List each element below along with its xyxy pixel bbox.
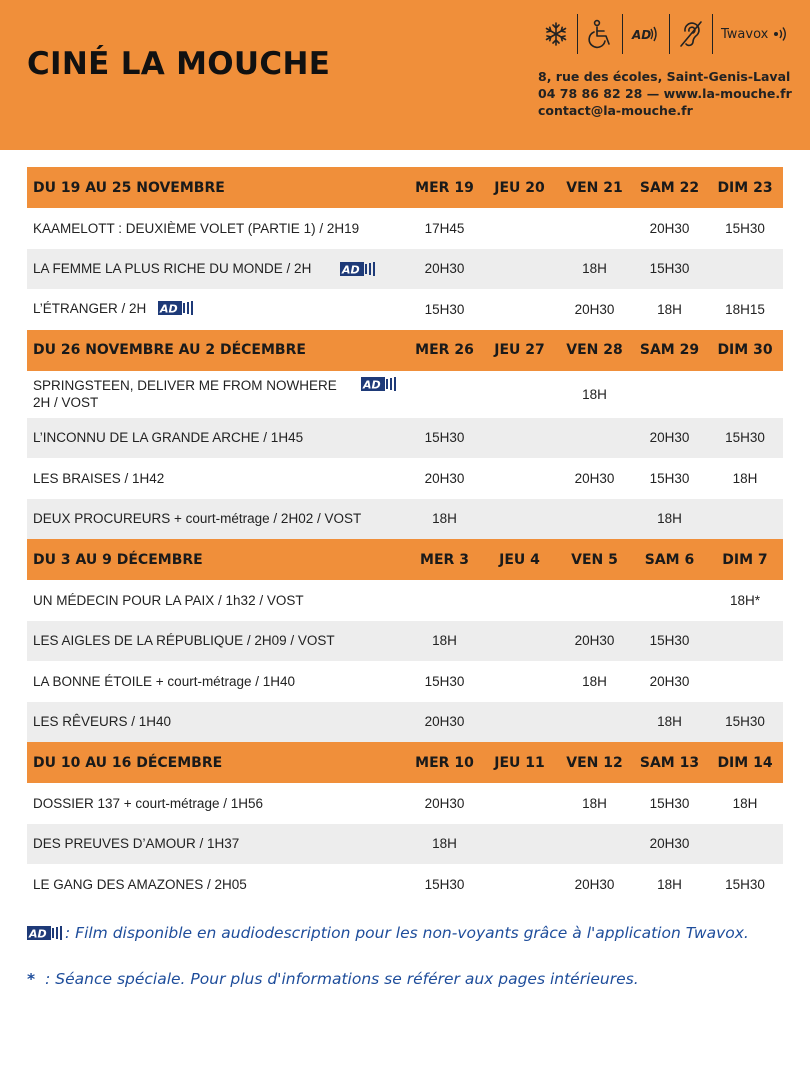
showtime [557,580,632,621]
film-row [27,208,783,249]
showtime: 15H30 [707,418,783,459]
showtime [557,499,632,540]
day-header: VEN 5 [557,539,632,580]
day-header: DIM 14 [707,742,783,783]
showtime: 18H [632,499,707,540]
wheelchair-icon [578,14,623,54]
film-title-cell [27,418,407,459]
day-header: DIM 30 [707,330,783,371]
svg-text:AD: AD [632,28,652,42]
film-title: DOSSIER 137 + court-métrage / 1H56 [33,795,263,811]
day-header: JEU 27 [482,330,557,371]
showtime [482,208,557,249]
svg-text:AD: AD [29,927,47,940]
day-header: SAM 22 [632,167,707,208]
showtime: 20H30 [632,824,707,865]
week-label: DU 19 AU 25 NOVEMBRE [27,167,407,208]
svg-text:AD: AD [363,378,381,391]
showtime [557,702,632,743]
showtime: 18H [657,876,682,892]
showtime: 18H [732,470,758,486]
snowflake-icon [535,14,578,54]
showtime [482,499,557,540]
audio-description-badge-icon [340,262,376,279]
showtime [707,371,783,418]
film-title-cell [27,289,407,330]
day-header: DIM 23 [707,167,783,208]
address-street: 8, rue des écoles, Saint-Genis-Laval [538,69,791,84]
film-title: LES AIGLES DE LA RÉPUBLIQUE / 2H09 / VOST [33,633,335,649]
film-row [27,702,783,743]
showtime [482,458,557,499]
showtime: 18H* [729,592,761,608]
film-title-cell [27,783,407,824]
week-label: DU 3 AU 9 DÉCEMBRE [27,539,407,580]
accessibility-icons [535,14,790,54]
showtime [557,208,632,249]
day-header: JEU 4 [482,539,557,580]
showtime [482,621,557,662]
showtime: 15H30 [649,795,690,811]
showtime [482,371,557,418]
film-title: DEUX PROCUREURS + court-métrage / 2H02 / VOST [33,511,362,527]
showtime: 20H30 [574,876,615,892]
cinema-address [538,68,792,119]
showtime: 20H30 [574,470,615,486]
showtime [482,661,557,702]
sound-waves-icon [772,26,790,42]
showtime [407,371,482,418]
showtime: 18H [407,499,482,540]
special-screening-note-text: : Séance spéciale. Pour plus d'informations se référer aux pages intérieures. [45,970,639,988]
showtime: 15H30 [649,470,690,486]
film-row [27,864,783,905]
film-title-cell [27,621,407,662]
day-header: MER 3 [407,539,482,580]
showtime [482,580,557,621]
film-title: KAAMELOTT : DEUXIÈME VOLET (PARTIE 1) / 2H19 [33,220,360,236]
audio-description-badge-icon [361,377,397,395]
week-label: DU 10 AU 16 DÉCEMBRE [27,742,407,783]
film-title-cell [27,580,407,621]
showtime [632,580,707,621]
showtime [632,371,707,418]
film-row [27,371,783,418]
film-title: L’ÉTRANGER / 2H [33,300,147,316]
showtime [482,864,557,905]
day-header: SAM 13 [632,742,707,783]
day-header: DIM 7 [707,539,783,580]
showtime [407,580,482,621]
audiodescription-note-text: : Film disponible en audiodescription pour les non-voyants grâce à l'application Twavox. [65,924,749,942]
film-title-cell [27,458,407,499]
showtime: 15H30 [424,301,465,317]
showtime [707,661,783,702]
showtime [482,289,557,330]
showtime [482,824,557,865]
film-title: SPRINGSTEEN, DELIVER ME FROM NOWHERE [33,378,337,393]
showtime: 18H [407,621,482,662]
day-header: SAM 29 [632,330,707,371]
audio-description-icon [623,14,670,54]
header-banner [0,0,810,150]
film-row [27,499,783,540]
film-row [27,249,783,290]
special-screening-note [27,970,639,988]
showtime: 20H30 [632,418,707,459]
showtime: 20H30 [407,249,482,290]
showtime: 15H30 [424,673,465,689]
film-title: LE GANG DES AMAZONES / 2H05 [33,876,247,892]
twavox-logo [713,14,790,54]
hearing-ear-icon [670,14,713,54]
showtime: 20H30 [649,220,690,236]
day-header: VEN 21 [557,167,632,208]
film-row [27,580,783,621]
film-title-cell [27,249,407,290]
showtime: 18H15 [725,301,765,317]
film-row [27,824,783,865]
showtime: 15H30 [725,876,765,892]
film-title: LES RÊVEURS / 1H40 [33,714,172,730]
showtime: 20H30 [574,301,615,317]
showtime: 18H [407,824,482,865]
showtime: 18H [657,301,682,317]
film-title-cell [27,702,407,743]
showtime [482,418,557,459]
showtime: 15H30 [424,876,465,892]
twavox-label: Twavox [721,26,769,42]
week-header [27,330,783,371]
audio-description-icon [27,926,63,940]
film-row [27,783,783,824]
film-row [27,621,783,662]
cinema-title: CINÉ LA MOUCHE [27,46,331,82]
audiodescription-note [27,924,749,942]
day-header: VEN 28 [557,330,632,371]
showtime: 18H [582,386,607,402]
svg-text:AD: AD [342,263,360,276]
svg-text:AD: AD [160,302,178,315]
address-email: contact@la-mouche.fr [538,103,693,118]
film-title-cell [27,371,407,418]
showtime: 18H [582,795,607,811]
showtime: 20H30 [649,673,690,689]
showtime: 20H30 [424,795,465,811]
film-row [27,418,783,459]
film-title: LA BONNE ÉTOILE + court-métrage / 1H40 [33,673,295,689]
showtime: 15H30 [707,702,783,743]
film-title-cell [27,864,407,905]
showtime [707,621,783,662]
showtime: 17H45 [424,220,465,236]
film-row [27,289,783,330]
day-header: SAM 6 [632,539,707,580]
asterisk-symbol: * [27,970,36,988]
week-header [27,167,783,208]
film-row [27,661,783,702]
showtime: 20H30 [424,470,465,486]
film-title-cell [27,208,407,249]
day-header: MER 19 [407,167,482,208]
film-title-cell [27,661,407,702]
day-header: MER 10 [407,742,482,783]
showtime [482,249,557,290]
showtime: 15H30 [632,249,707,290]
showtime: 18H [632,702,707,743]
film-title: L’INCONNU DE LA GRANDE ARCHE / 1H45 [33,430,304,446]
showtime [557,824,632,865]
address-phone-web: 04 78 86 82 28 — www.la-mouche.fr [538,86,792,101]
day-header: MER 26 [407,330,482,371]
film-title-cell [27,824,407,865]
showtime [482,702,557,743]
film-row [27,458,783,499]
film-title-line2: 2H / VOST [33,395,99,410]
showtime: 18H [582,673,607,689]
day-header: VEN 12 [557,742,632,783]
showtime [707,499,783,540]
audio-description-badge-icon [158,301,194,318]
showtime: 20H30 [557,621,632,662]
showtime [557,418,632,459]
day-header: JEU 20 [482,167,557,208]
showtime: 18H [557,249,632,290]
showtime: 15H30 [407,418,482,459]
film-title: DES PREUVES D’AMOUR / 1H37 [33,836,240,852]
showtime [707,824,783,865]
showtime: 15H30 [725,220,765,236]
showtime: 18H [732,795,758,811]
day-header: JEU 11 [482,742,557,783]
film-title-cell [27,499,407,540]
film-title: LA FEMME LA PLUS RICHE DU MONDE / 2H [33,261,312,277]
week-header [27,539,783,580]
week-label: DU 26 NOVEMBRE AU 2 DÉCEMBRE [27,330,407,371]
showtime: 20H30 [407,702,482,743]
film-title: UN MÉDECIN POUR LA PAIX / 1h32 / VOST [33,592,304,608]
film-title: LES BRAISES / 1H42 [33,470,165,486]
showtime [707,249,783,290]
screening-schedule [27,167,783,905]
showtime: 15H30 [632,621,707,662]
week-header [27,742,783,783]
showtime [482,783,557,824]
